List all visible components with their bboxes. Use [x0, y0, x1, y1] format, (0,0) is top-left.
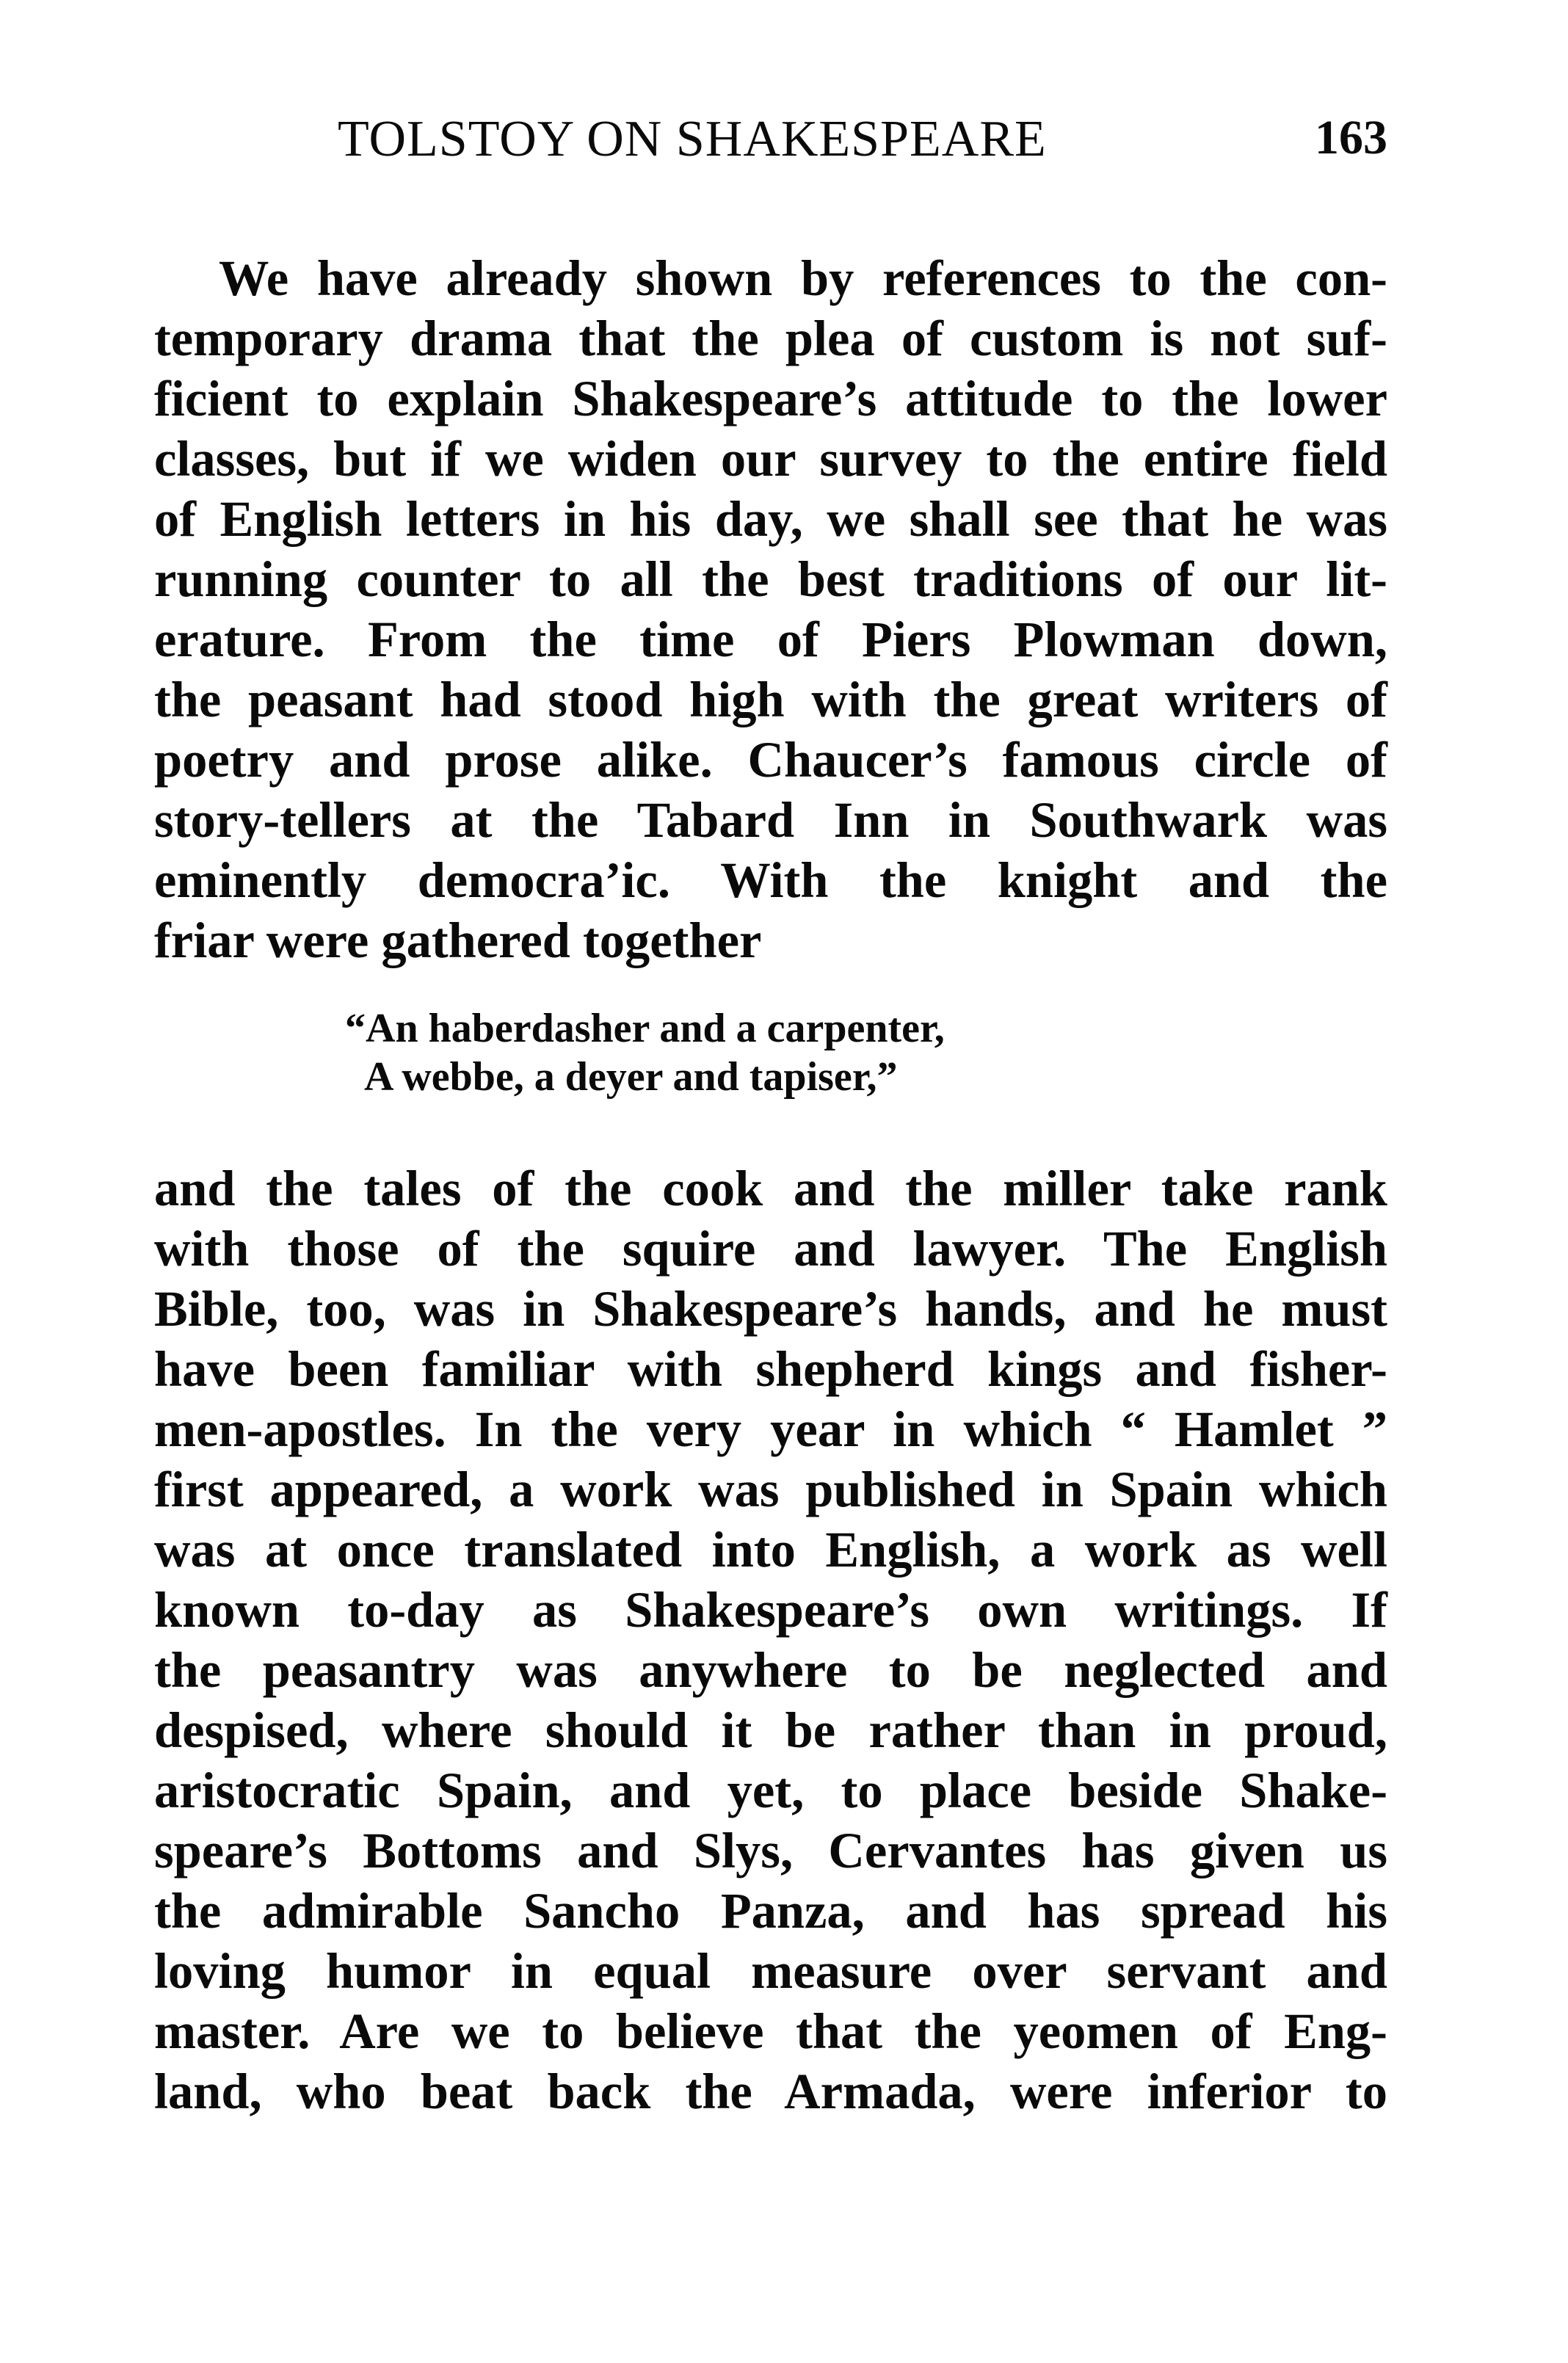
text-line: first appeared, a work was published in Spain which	[154, 1462, 1387, 1517]
text-line: friar were gathered together	[154, 912, 762, 968]
text-line: despised, where should it be rather than in proud,	[154, 1702, 1387, 1758]
text-line: known to-day as Shakespeare’s own writings. If	[154, 1582, 1387, 1638]
paragraph-1	[154, 248, 1387, 970]
quote-line: “An haberdasher and a carpenter,	[345, 1006, 945, 1051]
text-line: men-apostles. In the very year in which “ Hamlet ”	[154, 1401, 1387, 1457]
text-line: aristocratic Spain, and yet, to place beside Shake-	[154, 1763, 1387, 1818]
text-line: ficient to explain Shakespeare’s attitude to the lower	[154, 371, 1387, 426]
text-line: eminently democra’ic. With the knight and the	[154, 852, 1387, 908]
text-line: land, who beat back the Armada, were inferior to	[154, 2063, 1387, 2119]
text-line: story-tellers at the Tabard Inn in Southwark was	[154, 792, 1387, 848]
text-line: classes, but if we widen our survey to the entire field	[154, 431, 1387, 487]
text-line: and the tales of the cook and the miller take rank	[154, 1161, 1387, 1216]
text-line: of English letters in his day, we shall see that he was	[154, 491, 1387, 547]
text-line: temporary drama that the plea of custom is not suf-	[154, 311, 1387, 366]
quote-line: A webbe, a deyer and tapiser,”	[364, 1054, 898, 1100]
text-line: with those of the squire and lawyer. The English	[154, 1221, 1387, 1277]
text-line: poetry and prose alike. Chaucer’s famous circle of	[154, 732, 1387, 788]
text-line: was at once translated into English, a work as well	[154, 1522, 1387, 1578]
running-head	[154, 110, 1387, 176]
text-line: the admirable Sancho Panza, and has spread his	[154, 1883, 1387, 1939]
text-line: Bible, too, was in Shakespeare’s hands, and he must	[154, 1281, 1387, 1337]
text-line: We have already shown by references to the con-	[219, 250, 1387, 306]
text-line: have been familiar with shepherd kings and fisher-	[154, 1341, 1387, 1397]
text-line: master. Are we to believe that the yeomen of Eng-	[154, 2003, 1387, 2059]
text-line: speare’s Bottoms and Slys, Cervantes has given us	[154, 1823, 1387, 1879]
text-line: the peasantry was anywhere to be neglected and	[154, 1642, 1387, 1698]
text-line: loving humor in equal measure over servant and	[154, 1943, 1387, 1999]
text-line: the peasant had stood high with the great writers of	[154, 672, 1387, 727]
running-title: TOLSTOY ON SHAKESPEARE	[338, 111, 1047, 167]
text-line: erature. From the time of Piers Plowman down,	[154, 611, 1387, 667]
text-line: running counter to all the best traditions of our lit-	[154, 551, 1387, 607]
page-number: 163	[1315, 111, 1387, 164]
verse-quotation	[345, 1004, 945, 1101]
paragraph-2	[154, 1158, 1387, 2121]
